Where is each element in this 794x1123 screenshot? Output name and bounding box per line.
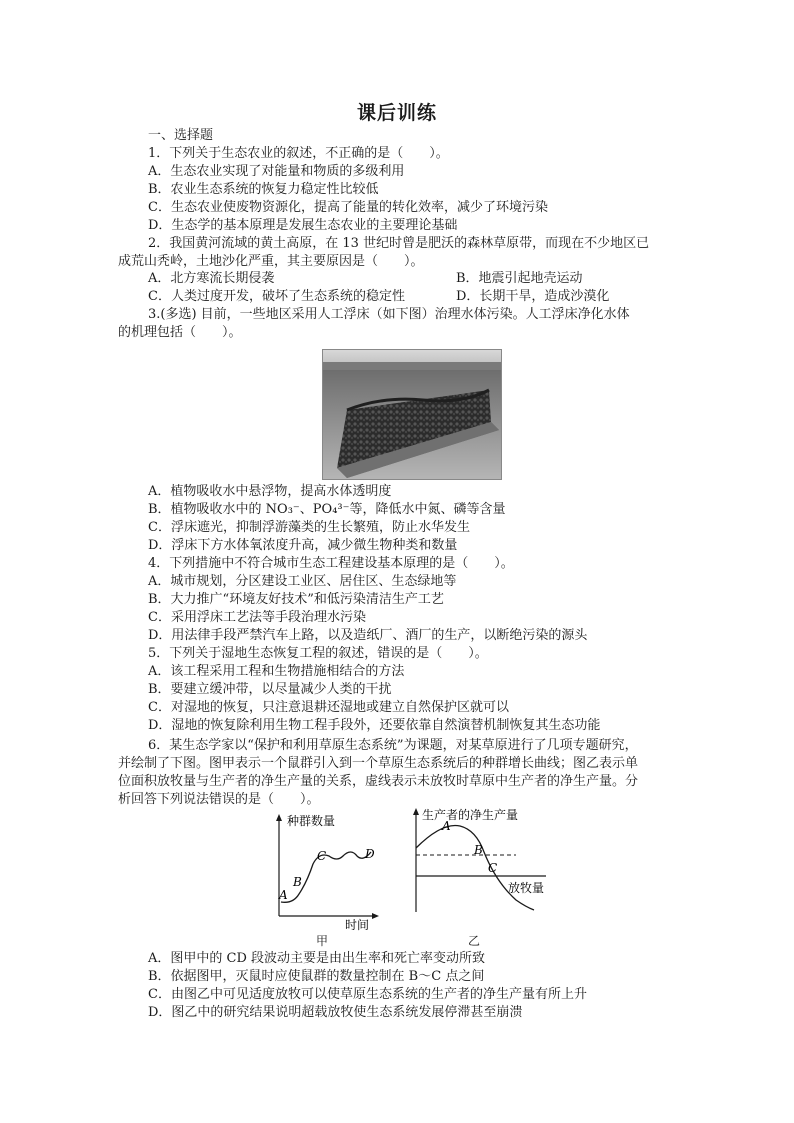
q1-option-a: A．生态农业实现了对能量和物质的多级利用 <box>148 164 405 179</box>
q1-option-d: D．生态学的基本原理是发展生态农业的主要理论基础 <box>148 218 458 233</box>
q3-stem-line1: 3.(多选) 目前，一些地区采用人工浮床（如下图）治理水体污染。人工浮床净化水体 <box>148 307 630 322</box>
q3-option-d: D．浮床下方水体氧浓度升高，减少微生物种类和数量 <box>148 538 458 553</box>
q5-option-c: C．对湿地的恢复，只注意退耕还湿地或建立自然保护区就可以 <box>148 700 509 715</box>
section-heading: 一、选择题 <box>148 128 214 143</box>
q3-option-a: A．植物吸收水中悬浮物，提高水体透明度 <box>148 484 392 499</box>
yi-ylabel: 生产者的净生产量 <box>422 808 519 822</box>
q5-option-b: B．要建立缓冲带，以尽量减少人类的干扰 <box>148 682 392 697</box>
q6-option-c: C．由图乙中可见适度放牧可以使草原生态系统的生产者的净生产量有所上升 <box>148 987 587 1002</box>
floating-bed-photo <box>322 349 502 480</box>
jia-ylabel: 种群数量 <box>287 814 336 828</box>
q6-stem-line3: 位面积放牧量与生产者的净生产量的关系，虚线表示未放牧时草原中生产者的净生产量。分 <box>118 774 639 789</box>
yi-point-b: B <box>474 843 483 857</box>
q1-option-c: C．生态农业使废物资源化，提高了能量的转化效率，减少了环境污染 <box>148 200 548 215</box>
jia-xlabel: 时间 <box>345 918 370 932</box>
q2-option-a: A．北方寒流长期侵袭 <box>148 271 275 286</box>
q5-option-a: A．该工程采用工程和生物措施相结合的方法 <box>148 664 405 679</box>
q1-stem: 1．下列关于生态农业的叙述，不正确的是（ ）。 <box>148 146 449 161</box>
jia-y-arrow <box>276 814 282 821</box>
q2-stem-line1: 2．我国黄河流域的黄土高原，在 13 世纪时曾是肥沃的森林草原带，而现在不少地区已 <box>148 236 650 251</box>
figure-jia-population-curve <box>265 812 390 932</box>
jia-point-c: C <box>317 849 327 863</box>
figure-yi-caption: 乙 <box>468 934 481 948</box>
page-title: 课后训练 <box>356 102 437 124</box>
q6-stem-line4: 析回答下列说法错误的是（ ）。 <box>118 792 320 807</box>
q2-stem-line2: 成荒山秃岭，土地沙化严重，其主要原因是（ ）。 <box>118 254 424 269</box>
q4-option-d: D．用法律手段严禁汽车上路，以及造纸厂、酒厂的生产，以断绝污染的源头 <box>148 628 588 643</box>
q2-option-b: B．地震引起地壳运动 <box>456 271 583 286</box>
floating-bed-image <box>323 350 501 479</box>
q6-stem-line2: 并绘制了下图。图甲表示一个鼠群引入到一个草原生态系统后的种群增长曲线；图乙表示单 <box>118 756 639 771</box>
figure-yi-grazing-curve <box>404 800 554 932</box>
yi-production-curve <box>416 825 534 910</box>
q4-stem: 4．下列措施中不符合城市生态工程建设基本原理的是（ ）。 <box>148 556 514 571</box>
yi-point-a: A <box>442 819 451 833</box>
q6-stem-line1: 6．某生态学家以“保护和利用草原生态系统”为课题，对某草原进行了几项专题研究， <box>148 738 638 753</box>
q6-option-b: B．依据图甲，灭鼠时应使鼠群的数量控制在 B～C 点之间 <box>148 969 485 984</box>
q2-option-c: C．人类过度开发，破坏了生态系统的稳定性 <box>148 289 405 304</box>
jia-point-d: D <box>365 847 375 861</box>
figure-jia-caption: 甲 <box>316 934 329 948</box>
q2-option-d: D．长期干旱，造成沙漠化 <box>456 289 610 304</box>
jia-x-arrow <box>372 913 379 919</box>
yi-point-c: C <box>488 861 498 875</box>
q5-option-d: D．湿地的恢复除利用生物工程手段外，还要依靠自然演替机制恢复其生态功能 <box>148 718 601 733</box>
q4-option-a: A．城市规划，分区建设工业区、居住区、生态绿地等 <box>148 574 457 589</box>
q6-option-a: A．图甲中的 CD 段波动主要是由出生率和死亡率变动所致 <box>148 951 486 966</box>
q4-option-c: C．采用浮床工艺法等手段治理水污染 <box>148 610 366 625</box>
jia-point-a: A <box>279 888 288 902</box>
q3-option-b: B．植物吸收水中的 NO₃⁻、PO₄³⁻等，降低水中氮、磷等含量 <box>148 502 506 517</box>
yi-xlabel: 放牧量 <box>508 881 545 895</box>
jia-point-b: B <box>293 875 302 889</box>
q5-stem: 5．下列关于湿地生态恢复工程的叙述，错误的是（ ）。 <box>148 646 488 661</box>
q1-option-b: B．农业生态系统的恢复力稳定性比较低 <box>148 182 379 197</box>
q3-option-c: C．浮床遮光，抑制浮游藻类的生长繁殖，防止水华发生 <box>148 520 470 535</box>
q6-option-d: D．图乙中的研究结果说明超载放牧使生态系统发展停滞甚至崩溃 <box>148 1005 523 1020</box>
q4-option-b: B．大力推广“环境友好技术”和低污染清洁生产工艺 <box>148 592 444 607</box>
q3-stem-line2: 的机理包括（ ）。 <box>118 325 242 340</box>
yi-y-arrow <box>413 808 419 815</box>
